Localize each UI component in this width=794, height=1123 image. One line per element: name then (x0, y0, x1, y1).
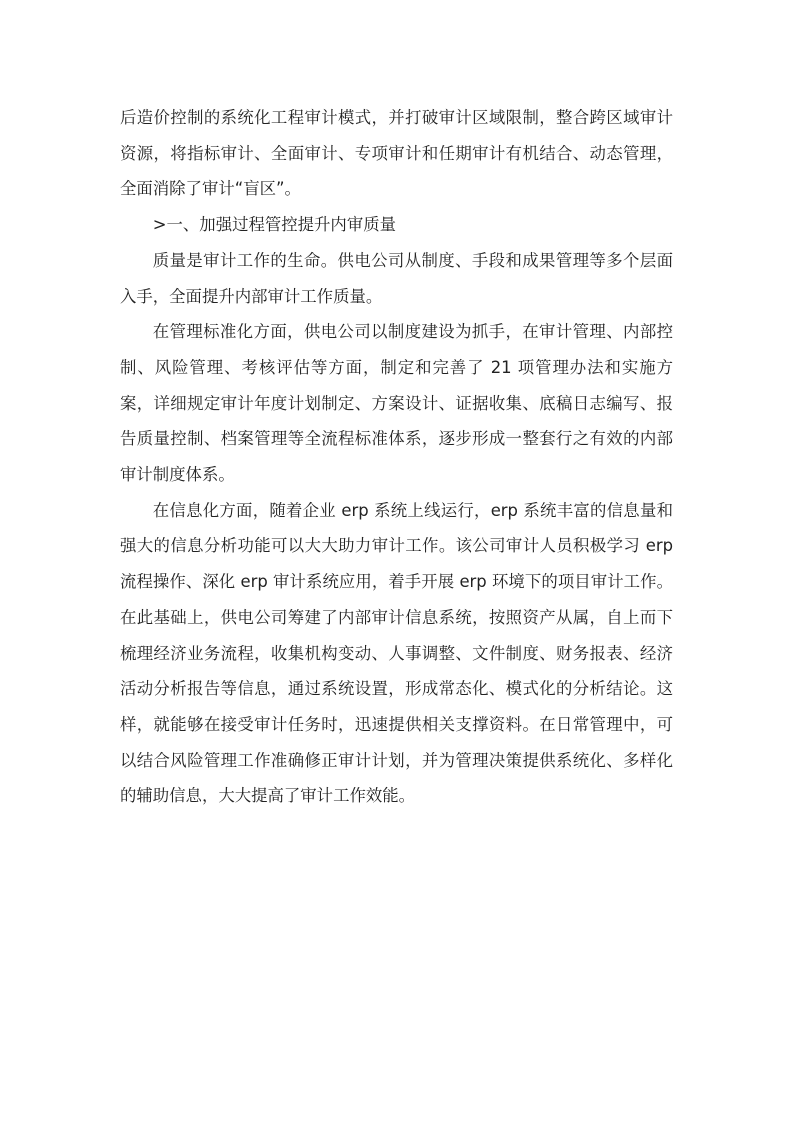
paragraph-continuation: 后造价控制的系统化工程审计模式，并打破审计区域限制，整合跨区域审计资源，将指标审计、全面审计、专项审计和任期审计有机结合、动态管理，全面消除了审计“盲区”。 (120, 108, 673, 199)
section-heading: >一、加强过程管控提升内审质量 (152, 215, 396, 235)
paragraph-standardization: 在管理标准化方面，供电公司以制度建设为抓手，在审计管理、内部控制、风险管理、考核评估等方面，制定和完善了 21 项管理办法和实施方案，详细规定审计年度计划制定、方案设计、证据收集、底稿日志编写、报告质量控制、档案管理等全流程标准体系，逐步形成一整套行之有效的内部审计制度体系。 (120, 322, 673, 485)
paragraph-quality-intro: 质量是审计工作的生命。供电公司从制度、手段和成果管理等多个层面入手，全面提升内部审计工作质量。 (120, 250, 673, 306)
document-body (120, 100, 673, 814)
paragraph-informatization: 在信息化方面，随着企业 erp 系统上线运行，erp 系统丰富的信息量和强大的信息分析功能可以大大助力审计工作。该公司审计人员积极学习 erp 流程操作、深化 erp 审计系统应用，着手开展 erp 环境下的项目审计工作。在此基础上，供电公司筹建了内部审计信息系统，按照资产从属，自上而下梳理经济业务流程，收集机构变动、人事调整、文件制度、财务报表、经济活动分析报告等信息，通过系统设置，形成常态化、模式化的分析结论。这样，就能够在接受审计任务时，迅速提供相关支撑资料。在日常管理中，可以结合风险管理工作准确修正审计计划，并为管理决策提供系统化、多样化的辅助信息，大大提高了审计工作效能。 (120, 500, 673, 806)
